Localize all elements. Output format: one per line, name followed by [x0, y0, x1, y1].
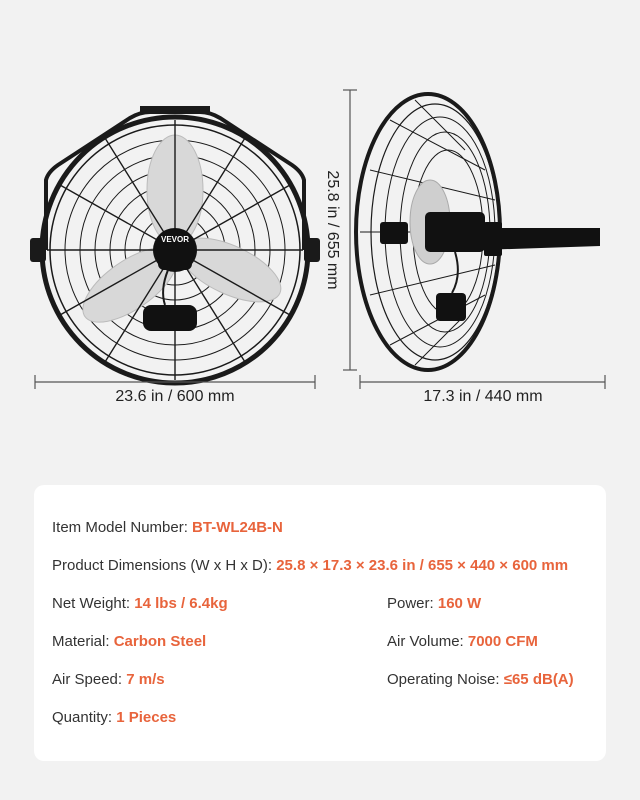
spec-power — [387, 595, 481, 612]
spec-net-weight — [52, 595, 228, 612]
spec-air-speed-value: 7 m/s — [126, 671, 165, 688]
spec-operating-noise-value: ≤65 dB(A) — [503, 671, 574, 688]
specifications-card — [34, 485, 606, 761]
spec-air-volume — [387, 633, 538, 650]
side-fan-view — [356, 94, 600, 370]
vevor-logo: VEVOR — [160, 235, 190, 244]
spec-air-volume-value: 7000 CFM — [467, 633, 538, 650]
spec-air-speed — [52, 671, 165, 688]
width-dimension-label: 23.6 in / 600 mm — [115, 388, 235, 405]
spec-net-weight-value: 14 lbs / 6.4kg — [134, 595, 228, 612]
spec-material-value: Carbon Steel — [113, 633, 207, 650]
spec-operating-noise — [387, 671, 574, 688]
front-fan-view — [30, 106, 320, 383]
spec-quantity-value: 1 Pieces — [116, 709, 177, 726]
spec-quantity — [52, 709, 176, 726]
spec-power-value: 160 W — [437, 595, 482, 612]
spec-model-label: Item Model Number: — [52, 519, 193, 536]
spec-net-weight-label: Net Weight: — [52, 595, 135, 612]
spec-operating-noise-label: Operating Noise: — [387, 671, 504, 688]
spec-air-speed-label: Air Speed: — [52, 671, 127, 688]
spec-product-dimensions-label: Product Dimensions (W x H x D): — [52, 557, 277, 574]
spec-material — [52, 633, 206, 650]
spec-model — [52, 519, 283, 536]
spec-quantity-label: Quantity: — [52, 709, 117, 726]
spec-power-label: Power: — [387, 595, 438, 612]
height-dimension-label: 25.8 in / 655 mm — [324, 170, 341, 290]
spec-model-value: BT-WL24B-N — [192, 519, 283, 536]
depth-dimension-label: 17.3 in / 440 mm — [423, 388, 543, 405]
spec-material-label: Material: — [52, 633, 114, 650]
spec-product-dimensions-value: 25.8 × 17.3 × 23.6 in / 655 × 440 × 600 mm — [276, 557, 569, 574]
spec-product-dimensions — [52, 557, 568, 574]
spec-air-volume-label: Air Volume: — [387, 633, 468, 650]
